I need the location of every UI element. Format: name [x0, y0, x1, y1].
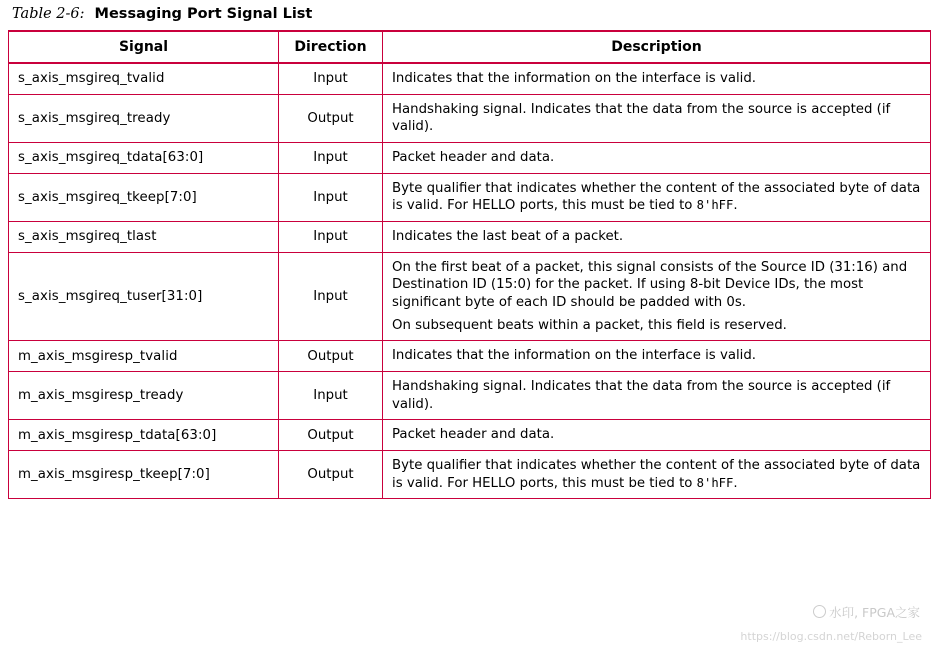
- table-body: [9, 63, 931, 499]
- table-row: [9, 252, 931, 341]
- watermark-text: [813, 603, 920, 621]
- cell-direction: Input: [279, 63, 383, 94]
- table-caption-title: Messaging Port Signal List: [94, 6, 313, 22]
- cell-description: [383, 63, 931, 94]
- cell-signal-name: s_axis_msgireq_tkeep[7:0]: [9, 173, 279, 221]
- cell-direction: Output: [279, 420, 383, 451]
- table-row: [9, 451, 931, 499]
- description-paragraph: Handshaking signal. Indicates that the data from the source is accepted (if valid).: [392, 379, 891, 412]
- table-row: [9, 341, 931, 372]
- messaging-port-signal-table: [8, 30, 931, 499]
- description-paragraph: Byte qualifier that indicates whether the content of the associated byte of data is valid. For HELLO ports, this must be tied to 8'hFF.: [392, 180, 921, 214]
- table-row: [9, 222, 931, 253]
- cell-direction: Input: [279, 173, 383, 221]
- table-row: [9, 173, 931, 221]
- cell-description: [383, 372, 931, 420]
- description-paragraph: Indicates that the information on the interface is valid.: [392, 348, 757, 364]
- table-caption: [12, 6, 930, 22]
- cell-description: [383, 94, 931, 142]
- cell-direction: Input: [279, 252, 383, 341]
- description-paragraph: On subsequent beats within a packet, this field is reserved.: [392, 317, 787, 333]
- cell-direction: Input: [279, 372, 383, 420]
- description-paragraph: Packet header and data.: [392, 150, 555, 166]
- cell-description: [383, 252, 931, 341]
- cell-signal-name: s_axis_msgireq_tready: [9, 94, 279, 142]
- cell-signal-name: s_axis_msgireq_tuser[31:0]: [9, 252, 279, 341]
- watermark-icon: [813, 605, 826, 618]
- table-row: [9, 420, 931, 451]
- table-caption-label: Table 2-6:: [12, 6, 85, 22]
- cell-signal-name: s_axis_msgireq_tdata[63:0]: [9, 143, 279, 174]
- column-header-direction: Direction: [279, 31, 383, 63]
- column-header-signal: Signal: [9, 31, 279, 63]
- cell-direction: Input: [279, 143, 383, 174]
- watermark-url: https://blog.csdn.net/Reborn_Lee: [740, 630, 922, 643]
- table-header-row: [9, 31, 931, 63]
- table-row: [9, 372, 931, 420]
- column-header-description: Description: [383, 31, 931, 63]
- table-row: [9, 63, 931, 94]
- cell-description: [383, 143, 931, 174]
- cell-signal-name: m_axis_msgiresp_tready: [9, 372, 279, 420]
- cell-direction: Output: [279, 451, 383, 499]
- cell-description: [383, 420, 931, 451]
- description-paragraph: Handshaking signal. Indicates that the data from the source is accepted (if valid).: [392, 101, 891, 135]
- watermark-label: 水印, FPGA之家: [829, 605, 920, 620]
- table-row: [9, 143, 931, 174]
- table-header: [9, 31, 931, 63]
- cell-description: [383, 222, 931, 253]
- description-paragraph: Indicates the last beat of a packet.: [392, 229, 624, 245]
- cell-direction: Output: [279, 341, 383, 372]
- cell-description: [383, 451, 931, 499]
- description-paragraph: Packet header and data.: [392, 427, 555, 443]
- cell-signal-name: m_axis_msgiresp_tdata[63:0]: [9, 420, 279, 451]
- cell-description: [383, 173, 931, 221]
- cell-signal-name: s_axis_msgireq_tvalid: [9, 63, 279, 94]
- cell-description: [383, 341, 931, 372]
- cell-direction: Output: [279, 94, 383, 142]
- inline-code: 8'hFF: [696, 475, 734, 490]
- description-paragraph: Indicates that the information on the interface is valid.: [392, 71, 757, 86]
- cell-signal-name: m_axis_msgiresp_tkeep[7:0]: [9, 451, 279, 499]
- description-paragraph: Byte qualifier that indicates whether the content of the associated byte of data is valid. For HELLO ports, this must be tied to 8'hFF.: [392, 458, 921, 491]
- description-paragraph: On the first beat of a packet, this signal consists of the Source ID (31:16) and Destination ID (15:0) for the packet. If using 8-bit Device IDs, the most significant byte of each ID should be padded with 0s.: [392, 259, 908, 311]
- table-row: [9, 94, 931, 142]
- cell-direction: Input: [279, 222, 383, 253]
- inline-code: 8'hFF: [696, 198, 734, 213]
- cell-signal-name: s_axis_msgireq_tlast: [9, 222, 279, 253]
- cell-signal-name: m_axis_msgiresp_tvalid: [9, 341, 279, 372]
